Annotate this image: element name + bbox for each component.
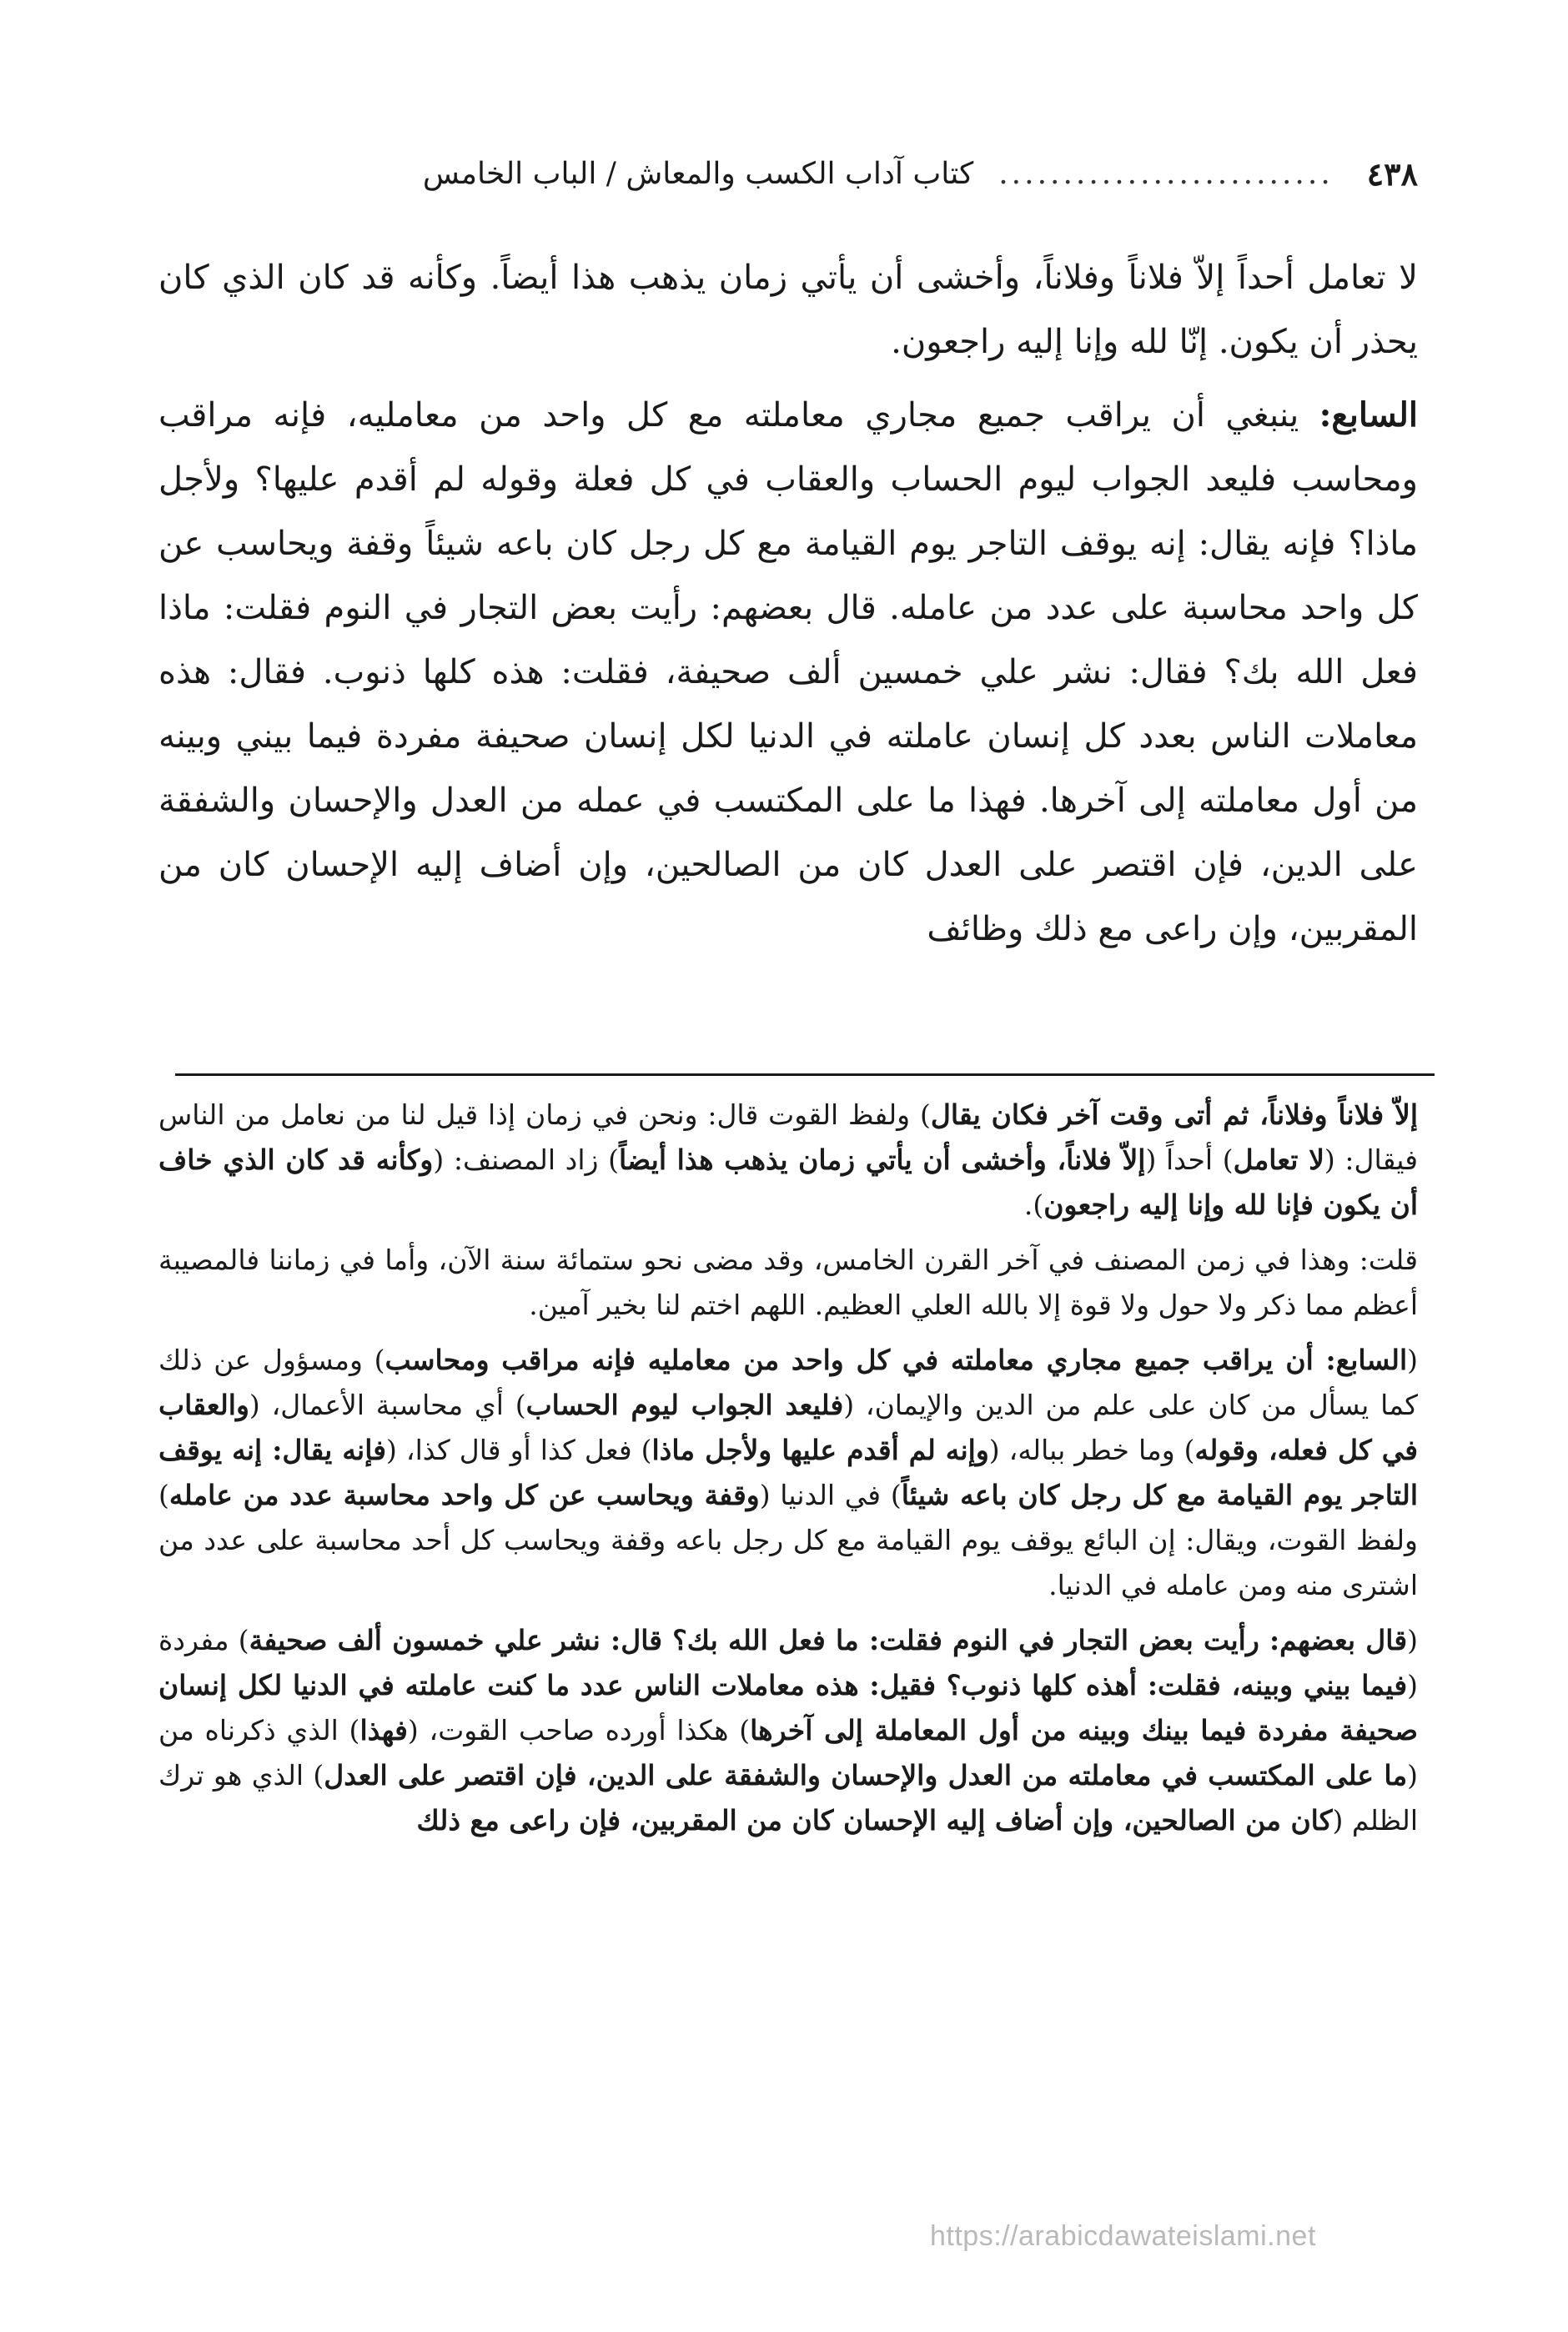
main-text bbox=[158, 246, 1418, 970]
commentary-paragraph: (السابع: أن يراقب جميع مجاري معاملته في كل واحد من معامليه فإنه مراقب ومحاسب) ومسؤول عن ذلك كما يسأل من كان على علم من الدين والإيمان، (فليعد الجواب ليوم الحساب) أي محاسبة الأعمال، (والعقاب في كل فعله، وقوله) وما خطر بباله، (وإنه لم أقدم عليها ولأجل ماذا) فعل كذا أو قال كذا، (فإنه يقال: إنه يوقف التاجر يوم القيامة مع كل رجل كان باعه شيئاً) في الدنيا (وقفة ويحاسب عن كل واحد محاسبة عدد من عامله) ولفظ القوت، ويقال: إن البائع يوقف يوم القيامة مع كل رجل باعه وقفة ويحاسب كل أحد محاسبة على عدد من اشترى منه ومن عامله في الدنيا. bbox=[158, 1344, 1418, 1601]
commentary-paragraph: قلت: وهذا في زمن المصنف في آخر القرن الخامس، وقد مضى نحو ستمائة سنة الآن، وأما في زماننا فالمصيبة أعظم مما ذكر ولا حول ولا قوة إلا بالله العلي العظيم. اللهم اختم لنا بخير آمين. bbox=[158, 1244, 1418, 1321]
running-title: كتاب آداب الكسب والمعاش / الباب الخامس bbox=[422, 156, 974, 191]
page-number: ٤٣٨ bbox=[1366, 154, 1418, 193]
page-header bbox=[158, 148, 1418, 199]
commentary bbox=[158, 1093, 1418, 1853]
website-watermark: https://arabicdawateislami.net bbox=[930, 2220, 1316, 2252]
footnote-divider bbox=[175, 1073, 1435, 1076]
main-paragraph: السابع: ينبغي أن يراقب جميع مجاري معاملته مع كل واحد من معامليه، فإنه مراقب ومحاسب فليعد الجواب ليوم الحساب والعقاب في كل فعلة وقوله لم أقدم عليها؟ ولأجل ماذا؟ فإنه يقال: إنه يوقف التاجر يوم القيامة مع كل رجل كان باعه شيئاً وقفة ويحاسب عن كل واحد محاسبة على عدد من عامله. قال بعضهم: رأيت بعض التجار في النوم فقلت: ماذا فعل الله بك؟ فقال: نشر علي خمسين ألف صحيفة، فقلت: هذه كلها ذنوب. فقال: هذه معاملات الناس بعدد كل إنسان عاملته في الدنيا لكل إنسان صحيفة مفردة فيما بيني وبينه من أول معاملته إلى آخرها. فهذا ما على المكتسب في عمله من العدل والإحسان والشفقة على الدين، فإن اقتصر على العدل كان من الصالحين، وإن أضاف إليه الإحسان كان من المقربين، وإن راعى مع ذلك وظائف bbox=[158, 395, 1418, 948]
header-leader-dots: .......................... bbox=[998, 156, 1334, 191]
commentary-paragraph: إلاّ فلاناً وفلاناً، ثم أتى وقت آخر فكان يقال) ولفظ القوت قال: ونحن في زمان إذا قيل لنا من نعامل من الناس فيقال: (لا تعامل) أحداً (إلاّ فلاناً، وأخشى أن يأتي زمان يذهب هذا أيضاً) زاد المصنف: (وكأنه قد كان الذي خاف أن يكون فإنا لله وإنا إليه راجعون). bbox=[158, 1098, 1419, 1221]
main-paragraph: لا تعامل أحداً إلاّ فلاناً وفلاناً، وأخشى أن يأتي زمان يذهب هذا أيضاً. وكأنه قد كان الذي كان يحذر أن يكون. إنّا لله وإنا إليه راجعون. bbox=[158, 259, 1418, 361]
section-lead: السابع: bbox=[1319, 395, 1418, 435]
commentary-paragraph: (قال بعضهم: رأيت بعض التجار في النوم فقلت: ما فعل الله بك؟ قال: نشر علي خمسون ألف صحيفة) مفردة (فيما بيني وبينه، فقلت: أهذه كلها ذنوب؟ فقيل: هذه معاملات الناس عدد ما كنت عاملته في الدنيا لكل إنسان صحيفة مفردة فيما بينك وبينه من أول المعاملة إلى آخرها) هكذا أورده صاحب القوت، (فهذا) الذي ذكرناه من (ما على المكتسب في معاملته من العدل والإحسان والشفقة على الدين، فإن اقتصر على العدل) الذي هو ترك الظلم (كان من الصالحين، وإن أضاف إليه الإحسان كان من المقربين، فإن راعى مع ذلك bbox=[158, 1624, 1418, 1837]
